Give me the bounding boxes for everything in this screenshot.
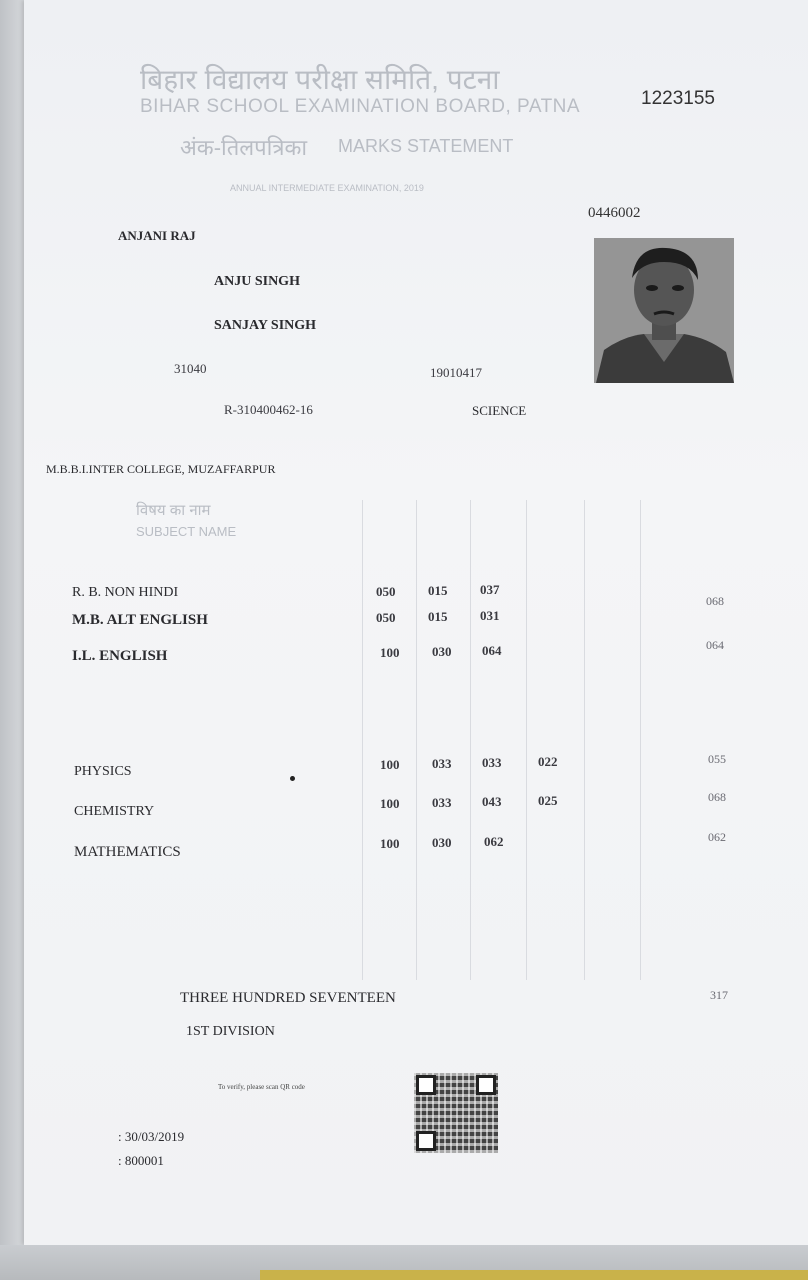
pass-marks: 033 xyxy=(432,795,452,810)
subject-name: M.B. ALT ENGLISH xyxy=(72,612,208,628)
group-total: 064 xyxy=(706,638,724,652)
theory-marks: 031 xyxy=(480,608,500,623)
theory-marks: 037 xyxy=(480,582,500,597)
statement-title: MARKS STATEMENT xyxy=(338,136,514,156)
theory-marks: 043 xyxy=(482,794,502,809)
hindi-board-name: बिहार विद्यालय परीक्षा समिति, पटना xyxy=(140,64,500,95)
issue-code: : 800001 xyxy=(118,1153,164,1168)
board-name: BIHAR SCHOOL EXAMINATION BOARD, PATNA xyxy=(140,96,581,117)
division: 1ST DIVISION xyxy=(186,1024,275,1039)
issue-date: : 30/03/2019 xyxy=(118,1129,185,1144)
subject-name: MATHEMATICS xyxy=(74,844,181,860)
subject-name: I.L. ENGLISH xyxy=(72,648,168,664)
subject-total: 068 xyxy=(708,790,726,804)
column-divider xyxy=(416,500,417,980)
hindi-subject-header: विषय का नाम xyxy=(136,502,211,519)
qr-finder xyxy=(476,1075,496,1095)
exam-name: ANNUAL INTERMEDIATE EXAMINATION, 2019 xyxy=(230,183,424,193)
roll-number: 19010417 xyxy=(430,365,482,380)
qr-finder xyxy=(416,1131,436,1151)
full-marks: 100 xyxy=(380,645,400,660)
registration-number: R-310400462-16 xyxy=(224,402,313,417)
subject-name-header: SUBJECT NAME xyxy=(136,524,237,539)
qr-finder xyxy=(416,1075,436,1095)
subject-total: 055 xyxy=(708,752,726,766)
student-photo xyxy=(594,238,734,383)
pass-marks: 030 xyxy=(432,835,452,850)
theory-marks: 064 xyxy=(482,643,502,658)
mother-name: ANJU SINGH xyxy=(214,274,300,289)
faculty: SCIENCE xyxy=(472,403,527,418)
column-divider xyxy=(640,500,641,980)
subject-name: R. B. NON HINDI xyxy=(72,585,179,600)
student-name: ANJANI RAJ xyxy=(118,228,196,243)
theory-marks: 062 xyxy=(484,834,504,849)
subject-name: CHEMISTRY xyxy=(74,804,155,819)
pass-marks: 033 xyxy=(432,756,452,771)
full-marks: 100 xyxy=(380,796,400,811)
father-name: SANJAY SINGH xyxy=(214,318,317,333)
college-name: M.B.B.I.INTER COLLEGE, MUZAFFARPUR xyxy=(46,462,276,476)
verify-text: To verify, please scan QR code xyxy=(218,1083,305,1091)
column-divider xyxy=(470,500,471,980)
full-marks: 100 xyxy=(380,836,400,851)
document-number: 0446002 xyxy=(588,205,641,221)
subject-name: PHYSICS xyxy=(74,764,132,779)
school-code: 31040 xyxy=(174,361,207,376)
column-divider xyxy=(584,500,585,980)
ink-dot xyxy=(290,776,295,781)
pass-marks: 015 xyxy=(428,583,448,598)
desk-surface xyxy=(0,1245,808,1280)
subject-total: 062 xyxy=(708,830,726,844)
serial-number: 1223155 xyxy=(641,88,715,109)
student-photo-image xyxy=(594,238,734,383)
qr-code[interactable] xyxy=(414,1073,498,1153)
practical-marks: 025 xyxy=(538,793,558,808)
full-marks: 050 xyxy=(376,610,396,625)
practical-marks: 022 xyxy=(538,754,558,769)
column-divider xyxy=(362,500,363,980)
full-marks: 050 xyxy=(376,584,396,599)
group-total: 068 xyxy=(706,594,724,608)
grand-total: 317 xyxy=(710,988,728,1002)
column-divider xyxy=(526,500,527,980)
full-marks: 100 xyxy=(380,757,400,772)
pass-marks: 030 xyxy=(432,644,452,659)
total-in-words: THREE HUNDRED SEVENTEEN xyxy=(180,990,396,1006)
pass-marks: 015 xyxy=(428,609,448,624)
theory-marks: 033 xyxy=(482,755,502,770)
hindi-statement: अंक-तिलपत्रिका xyxy=(180,135,308,160)
